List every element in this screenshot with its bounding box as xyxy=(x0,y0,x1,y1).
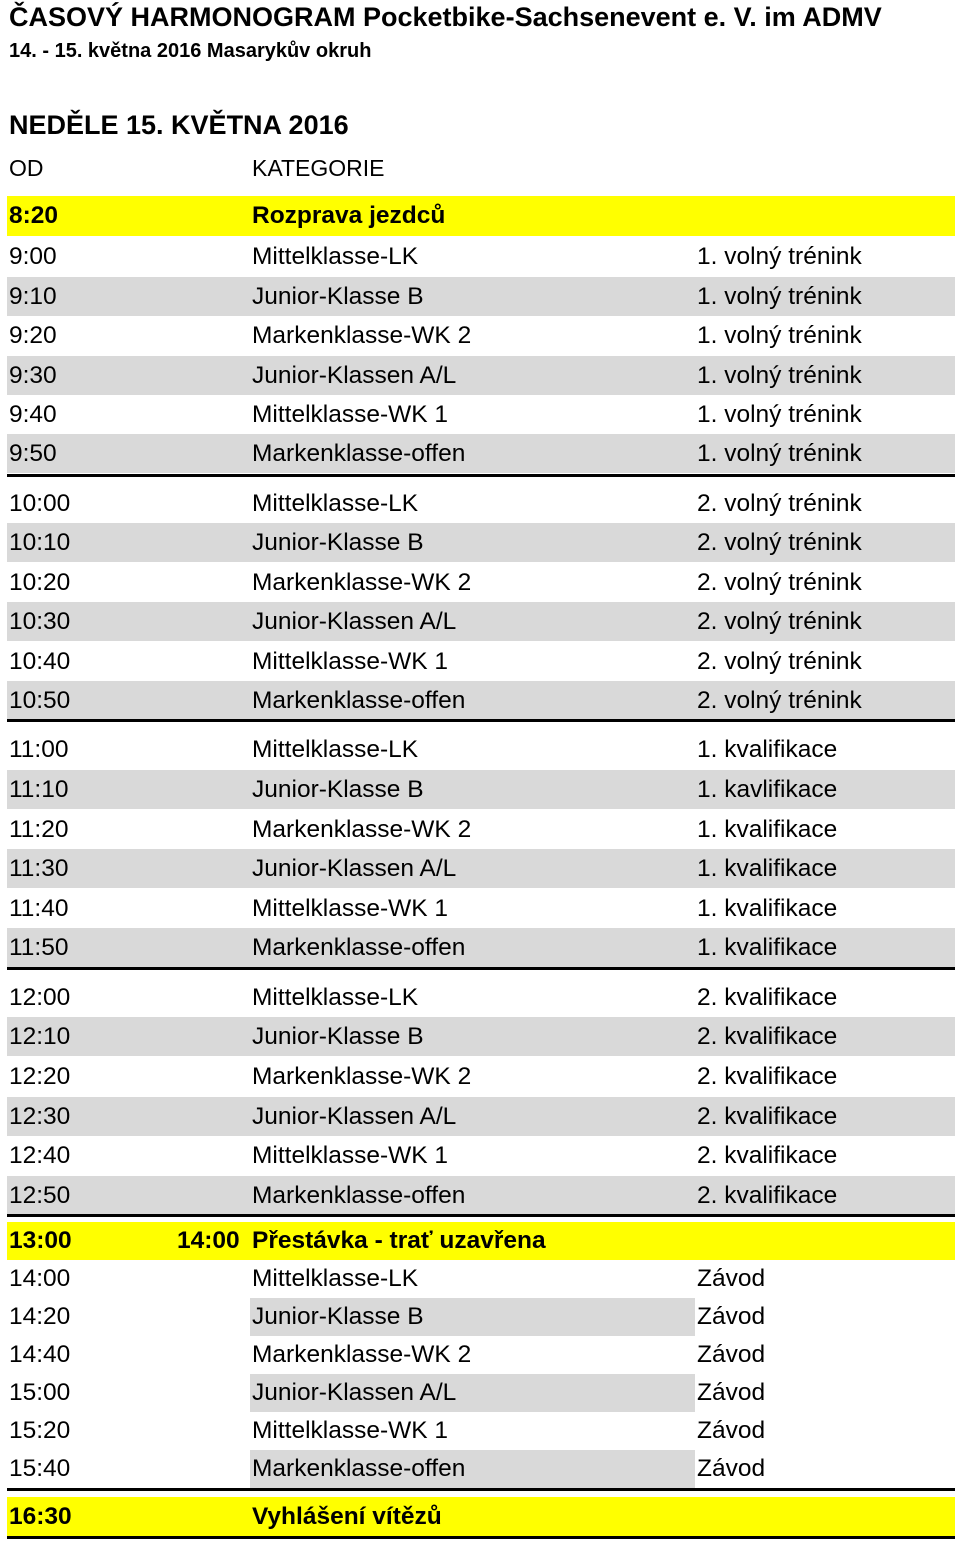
session-cell: 1. volný trénink xyxy=(697,401,862,428)
table-row xyxy=(7,277,955,316)
session-cell: 1. volný trénink xyxy=(697,440,862,467)
table-row xyxy=(7,1298,955,1336)
category-cell: Mittelklasse-LK xyxy=(252,243,419,270)
session-cell: 2. kvalifikace xyxy=(697,1023,838,1050)
session-cell: 2. kvalifikace xyxy=(697,1103,838,1130)
time-cell: 9:30 xyxy=(9,362,57,389)
session-cell: 1. kavlifikace xyxy=(697,776,838,803)
session-cell: 2. volný trénink xyxy=(697,490,862,517)
category-cell: Junior-Klasse B xyxy=(252,1023,424,1050)
table-row xyxy=(7,889,955,928)
session-cell: 2. kvalifikace xyxy=(697,1182,838,1209)
table-row xyxy=(7,1336,955,1374)
table-row xyxy=(7,196,955,236)
time-cell: 12:50 xyxy=(9,1182,71,1209)
category-cell: Mittelklasse-WK 1 xyxy=(252,895,449,922)
category-cell: Markenklasse-offen xyxy=(252,1182,466,1209)
category-cell: Markenklasse-WK 2 xyxy=(252,569,472,596)
table-row xyxy=(7,1412,955,1450)
table-row xyxy=(7,730,955,769)
session-cell: Závod xyxy=(697,1341,766,1368)
time-cell: 12:20 xyxy=(9,1063,71,1090)
table-row xyxy=(7,1374,955,1412)
category-cell: Vyhlášení vítězů xyxy=(252,1503,442,1530)
table-row xyxy=(7,681,955,720)
section-divider xyxy=(7,474,955,477)
table-row xyxy=(7,810,955,849)
time-cell: 10:10 xyxy=(9,529,71,556)
category-cell: Markenklasse-offen xyxy=(252,934,466,961)
session-cell: 2. kvalifikace xyxy=(697,1063,838,1090)
category-cell: Junior-Klassen A/L xyxy=(252,1379,457,1406)
category-cell: Junior-Klasse B xyxy=(252,1303,424,1330)
table-row xyxy=(7,1057,955,1096)
time-cell: 11:10 xyxy=(9,776,69,803)
section-divider xyxy=(7,967,955,970)
category-cell: Markenklasse-WK 2 xyxy=(252,1063,472,1090)
time-cell: 9:00 xyxy=(9,243,57,270)
time-cell: 9:20 xyxy=(9,322,57,349)
table-row xyxy=(7,1497,955,1537)
session-cell: 1. volný trénink xyxy=(697,243,862,270)
category-cell: Mittelklasse-LK xyxy=(252,736,419,763)
session-cell: 2. volný trénink xyxy=(697,569,862,596)
time-cell: 14:00 xyxy=(9,1265,71,1292)
table-row xyxy=(7,1450,955,1488)
session-cell: 2. kvalifikace xyxy=(697,1142,838,1169)
session-cell: 1. kvalifikace xyxy=(697,816,838,843)
category-cell: Markenklasse-WK 2 xyxy=(252,322,472,349)
table-row xyxy=(7,770,955,809)
time-cell: 13:00 xyxy=(9,1227,72,1254)
time-cell: 10:50 xyxy=(9,687,71,714)
category-cell: Mittelklasse-WK 1 xyxy=(252,648,449,675)
category-cell: Mittelklasse-LK xyxy=(252,1265,419,1292)
category-cell: Junior-Klassen A/L xyxy=(252,362,457,389)
session-cell: 1. volný trénink xyxy=(697,283,862,310)
session-cell: Závod xyxy=(697,1303,766,1330)
section-divider xyxy=(7,1536,955,1539)
page-title: ČASOVÝ HARMONOGRAM Pocketbike-Sachsenevent e. V. im ADMV xyxy=(9,2,882,32)
category-cell: Markenklasse-offen xyxy=(252,687,466,714)
time-cell: 14:20 xyxy=(9,1303,71,1330)
session-cell: 2. volný trénink xyxy=(697,687,862,714)
table-row xyxy=(7,484,955,523)
table-row xyxy=(7,563,955,602)
session-cell: Závod xyxy=(697,1417,766,1444)
section-divider xyxy=(7,719,955,722)
category-cell: Rozprava jezdců xyxy=(252,202,446,229)
category-cell: Markenklasse-offen xyxy=(252,1455,466,1482)
time-cell: 12:30 xyxy=(9,1103,71,1130)
time-cell: 9:50 xyxy=(9,440,57,467)
time-cell: 9:10 xyxy=(9,283,57,310)
category-cell: Mittelklasse-WK 1 xyxy=(252,1142,449,1169)
time-cell: 8:20 xyxy=(9,202,59,229)
category-cell: Junior-Klasse B xyxy=(252,283,424,310)
time-cell: 10:20 xyxy=(9,569,71,596)
category-cell: Mittelklasse-WK 1 xyxy=(252,1417,449,1444)
session-cell: 1. kvalifikace xyxy=(697,855,838,882)
table-row xyxy=(7,602,955,641)
category-cell: Mittelklasse-LK xyxy=(252,490,419,517)
category-cell: Mittelklasse-WK 1 xyxy=(252,401,449,428)
session-cell: 1. volný trénink xyxy=(697,322,862,349)
session-cell: 2. volný trénink xyxy=(697,529,862,556)
category-cell: Junior-Klasse B xyxy=(252,776,424,803)
table-row xyxy=(7,978,955,1017)
table-row xyxy=(7,316,955,355)
time-cell: 16:30 xyxy=(9,1503,72,1530)
time-cell: 11:20 xyxy=(9,816,69,843)
table-row xyxy=(7,928,955,967)
session-cell: 1. kvalifikace xyxy=(697,934,838,961)
category-cell: Junior-Klassen A/L xyxy=(252,1103,457,1130)
time-cell: 9:40 xyxy=(9,401,57,428)
category-cell: Junior-Klassen A/L xyxy=(252,608,457,635)
time-cell: 10:30 xyxy=(9,608,71,635)
time-to-cell: 14:00 xyxy=(177,1227,240,1254)
time-cell: 10:40 xyxy=(9,648,71,675)
category-cell: Mittelklasse-LK xyxy=(252,984,419,1011)
session-cell: 2. volný trénink xyxy=(697,608,862,635)
session-cell: Závod xyxy=(697,1455,766,1482)
category-cell: Přestávka - trať uzavřena xyxy=(252,1227,546,1254)
table-row xyxy=(7,1017,955,1056)
table-row xyxy=(7,1222,955,1260)
table-row xyxy=(7,523,955,562)
table-row xyxy=(7,395,955,434)
table-row xyxy=(7,642,955,681)
time-cell: 12:00 xyxy=(9,984,71,1011)
table-row xyxy=(7,849,955,888)
session-cell: 2. kvalifikace xyxy=(697,984,838,1011)
table-row xyxy=(7,237,955,276)
table-row xyxy=(7,1260,955,1298)
column-header-od: OD xyxy=(9,155,44,181)
table-row xyxy=(7,356,955,395)
time-cell: 10:00 xyxy=(9,490,71,517)
section-divider xyxy=(7,1214,955,1217)
table-row xyxy=(7,1136,955,1175)
time-cell: 15:20 xyxy=(9,1417,71,1444)
category-cell: Markenklasse-WK 2 xyxy=(252,816,472,843)
time-cell: 12:40 xyxy=(9,1142,71,1169)
time-cell: 11:40 xyxy=(9,895,69,922)
day-heading: NEDĚLE 15. KVĚTNA 2016 xyxy=(9,110,349,140)
time-cell: 11:00 xyxy=(9,736,69,763)
category-cell: Markenklasse-WK 2 xyxy=(252,1341,472,1368)
session-cell: 2. volný trénink xyxy=(697,648,862,675)
time-cell: 11:30 xyxy=(9,855,69,882)
column-header-kategorie: KATEGORIE xyxy=(252,155,385,181)
time-cell: 11:50 xyxy=(9,934,69,961)
category-cell: Markenklasse-offen xyxy=(252,440,466,467)
time-cell: 15:40 xyxy=(9,1455,71,1482)
time-cell: 14:40 xyxy=(9,1341,71,1368)
table-row xyxy=(7,1176,955,1215)
time-cell: 15:00 xyxy=(9,1379,71,1406)
category-cell: Junior-Klassen A/L xyxy=(252,855,457,882)
session-cell: Závod xyxy=(697,1379,766,1406)
page-subtitle: 14. - 15. května 2016 Masarykův okruh xyxy=(9,40,372,62)
session-cell: 1. kvalifikace xyxy=(697,895,838,922)
table-row xyxy=(7,1097,955,1136)
session-cell: Závod xyxy=(697,1265,766,1292)
session-cell: 1. kvalifikace xyxy=(697,736,838,763)
time-cell: 12:10 xyxy=(9,1023,71,1050)
session-cell: 1. volný trénink xyxy=(697,362,862,389)
section-divider xyxy=(7,1488,955,1491)
table-row xyxy=(7,434,955,473)
category-cell: Junior-Klasse B xyxy=(252,529,424,556)
